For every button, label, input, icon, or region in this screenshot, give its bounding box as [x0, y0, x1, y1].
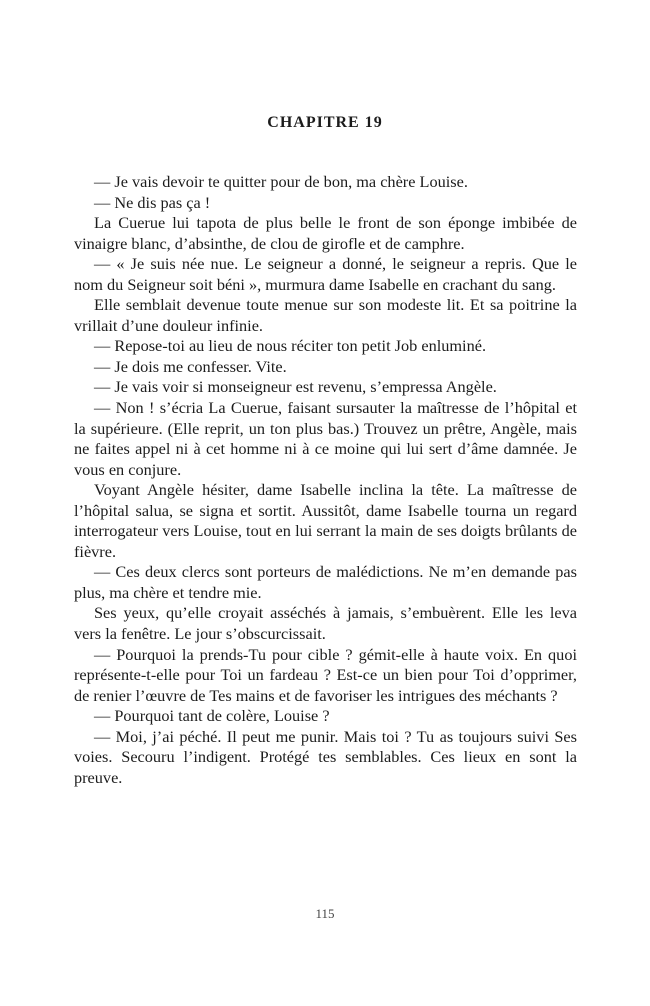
paragraph: — Repose-toi au lieu de nous réciter ton petit Job enluminé.: [94, 336, 487, 356]
chapter-title: CHAPITRE 19: [267, 114, 383, 131]
paragraph: Voyant Angèle hésiter, dame Isabelle inclina la tête. La maîtresse de l’hôpital salua, se signa et sortit. Aussitôt, dame Isabelle tourna un regard interrogateur vers Louise, tout en lui serrant la main de ses doigts brûlants de fièvre.: [74, 480, 577, 561]
paragraph: — Pourquoi tant de colère, Louise ?: [94, 706, 330, 726]
paragraph: — Non ! s’écria La Cuerue, faisant sursauter la maîtresse de l’hôpital et la supérieure. (Elle reprit, un ton plus bas.) Trouvez un prêtre, Angèle, mais ne faites appel ni à cet homme ni à ce moine qui lui sert d’âme damnée. Je vous en conjure.: [74, 398, 577, 479]
paragraph: — Ne dis pas ça !: [94, 192, 211, 212]
paragraph: — Je vais devoir te quitter pour de bon, ma chère Louise.: [94, 172, 468, 191]
chapter-body: [74, 172, 577, 788]
paragraph: — « Je suis née nue. Le seigneur a donné, le seigneur a repris. Que le nom du Seigneur soit béni », murmura dame Isabelle en crachant du sang.: [74, 254, 577, 294]
paragraph: — Je dois me confesser. Vite.: [94, 356, 287, 376]
paragraph: Ses yeux, qu’elle croyait asséchés à jamais, s’embuèrent. Elle les leva vers la fenêtre. Le jour s’obscurcissait.: [74, 603, 577, 644]
paragraph: — Ces deux clercs sont porteurs de malédictions. Ne m’en demande pas plus, ma chère et tendre mie.: [74, 562, 577, 602]
page-number: 115: [315, 906, 335, 921]
paragraph: La Cuerue lui tapota de plus belle le front de son éponge imbibée de vinaigre blanc, d’absinthe, de clou de girofle et de camphre.: [74, 213, 577, 253]
paragraph: — Je vais voir si monseigneur est revenu, s’empressa Angèle.: [94, 377, 497, 397]
paragraph: — Pourquoi la prends-Tu pour cible ? gémit-elle à haute voix. En quoi représente-t-elle pour Toi un fardeau ? Est-ce un bien pour Toi d’opprimer, de renier l’œuvre de Tes mains et de favoriser les intrigues des méchants ?: [74, 644, 577, 705]
paragraph: Elle semblait devenue toute menue sur son modeste lit. Et sa poitrine la vrillait d’une douleur infinie.: [74, 295, 577, 335]
paragraph: — Moi, j’ai péché. Il peut me punir. Mais toi ? Tu as toujours suivi Ses voies. Secouru l’indigent. Protégé tes semblables. Ces lieux en sont la preuve.: [74, 726, 577, 787]
